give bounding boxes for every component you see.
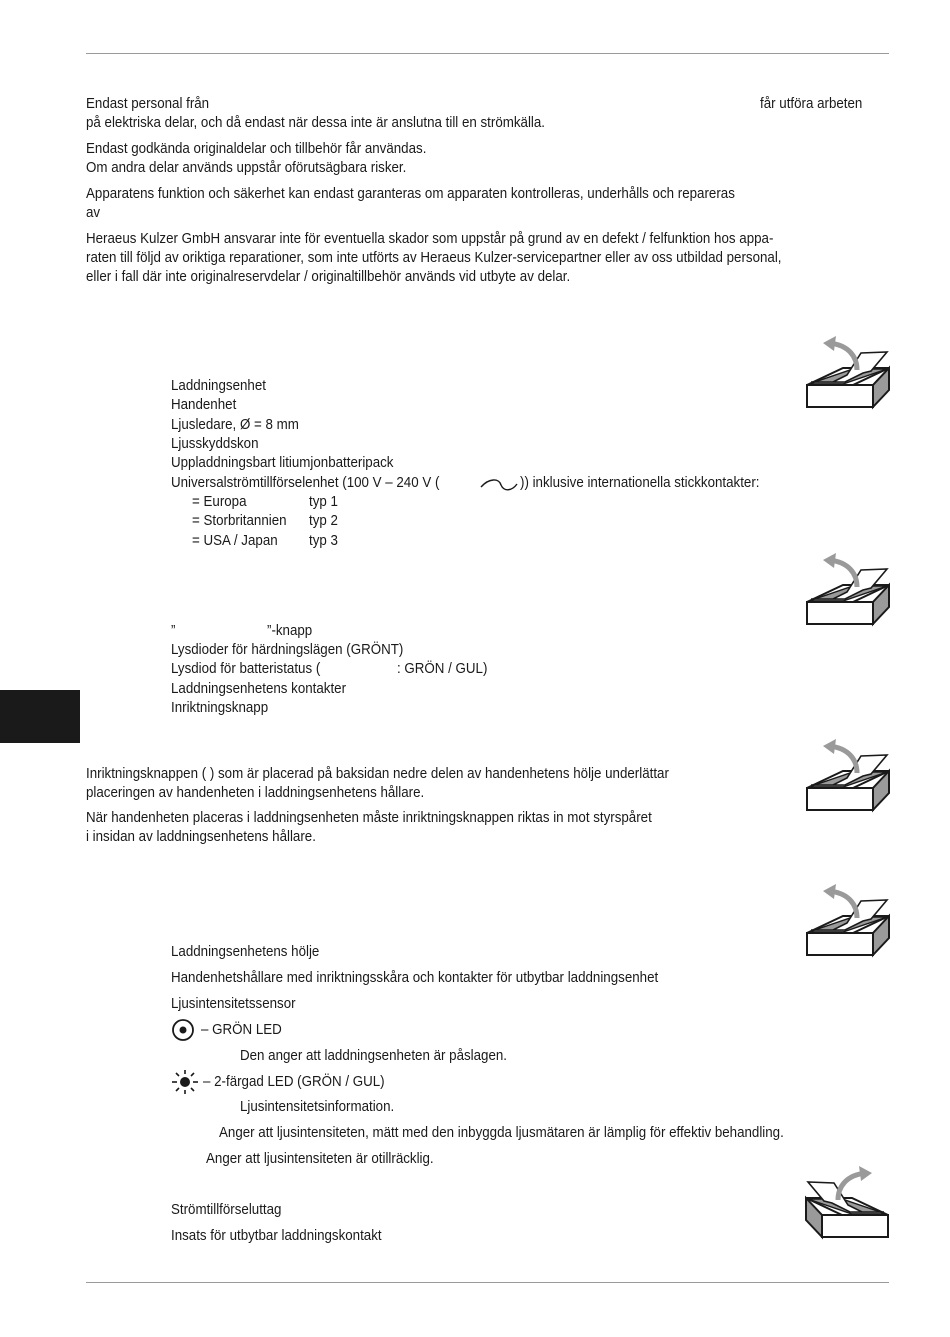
delivery-item: Laddningsenhet <box>171 378 266 394</box>
safety-line-1a: Endast personal från <box>86 96 210 112</box>
plug-name: = Storbritannien <box>192 513 287 529</box>
battery-led-a: Lysdiod för batteristatus ( <box>171 661 321 677</box>
safety-line-3: Endast godkända originaldelar och tillbehör får användas. <box>86 141 427 157</box>
button-label-b: ”-knapp <box>267 623 313 639</box>
curing-leds: Lysdioder för härdningslägen (GRÖNT) <box>171 642 404 658</box>
intensity-low-desc: Anger att ljusintensiteten är otillräcklig. <box>206 1151 434 1167</box>
page-turn-icon <box>800 1165 892 1241</box>
light-sensor: Ljusintensitetssensor <box>171 996 296 1012</box>
safety-line-8: raten till följd av oriktiga reparationer, som inte utförts av Heraeus Kulzer-servicepartner eller av oss utbildad personal, <box>86 250 782 266</box>
power-socket: Strömtillförseluttag <box>171 1202 282 1218</box>
charger-holder: Handenhetshållare med inriktningsskåra och kontakter för utbytbar laddningsenhet <box>171 970 659 986</box>
page-turn-icon <box>803 335 895 411</box>
contact-insert: Insats för utbytbar laddningskontakt <box>171 1228 382 1244</box>
safety-line-1b: får utföra arbeten <box>760 96 863 112</box>
sun-icon <box>170 1069 200 1095</box>
alignment-line-3: När handenheten placeras i laddningsenheten måste inriktningsknappen riktas in mot styrspåret <box>86 810 652 826</box>
safety-line-2: på elektriska delar, och då endast när dessa inte är anslutna till en strömkälla. <box>86 115 546 131</box>
plug-type: typ 1 <box>309 494 338 510</box>
chapter-tab <box>0 690 80 743</box>
page-turn-icon <box>803 552 895 628</box>
plug-name: = Europa <box>192 494 247 510</box>
plug-type: typ 3 <box>309 533 338 549</box>
battery-led-b: : GRÖN / GUL) <box>397 661 488 677</box>
delivery-item: Ljusledare, Ø = 8 mm <box>171 417 299 433</box>
page-turn-icon <box>803 883 895 959</box>
bicolor-led-desc: Ljusintensitetsinformation. <box>240 1099 395 1115</box>
green-led-label: – GRÖN LED <box>201 1022 282 1038</box>
page-turn-icon <box>803 738 895 814</box>
charger-housing: Laddningsenhetens hölje <box>171 944 320 960</box>
alignment-line-2: placeringen av handenheten i laddningsenhetens hållare. <box>86 785 425 801</box>
alignment-line-1: Inriktningsknappen ( ) som är placerad på baksidan nedre delen av handenhetens hölje underlättar <box>86 766 669 782</box>
safety-line-9: eller i fall där inte originalreservdelar / originaltillbehör används vid utbyte av delar. <box>86 269 571 285</box>
charger-contacts: Laddningsenhetens kontakter <box>171 681 347 697</box>
safety-line-6: av <box>86 205 101 221</box>
button-label-a: ” <box>171 623 176 639</box>
ac-wave-icon <box>479 479 519 491</box>
plug-type: typ 2 <box>309 513 338 529</box>
alignment-line-4: i insidan av laddningsenhetens hållare. <box>86 829 316 845</box>
power-supply-text-a: Universalströmtillförselenhet (100 V – 240 V ( <box>171 475 440 491</box>
intensity-ok-desc: Anger att ljusintensiteten, mätt med den inbyggda ljusmätaren är lämplig för effektiv behandling. <box>219 1125 784 1141</box>
delivery-item: Ljusskyddskon <box>171 436 259 452</box>
bicolor-led-label: – 2-färgad LED (GRÖN / GUL) <box>203 1074 385 1090</box>
alignment-button: Inriktningsknapp <box>171 700 269 716</box>
safety-line-7: Heraeus Kulzer GmbH ansvarar inte för eventuella skador som uppstår på grund av en defekt / felfunktion hos appa- <box>86 231 774 247</box>
bottom-rule <box>86 1282 889 1283</box>
power-supply-text-b: )) inklusive internationella stickkontakter: <box>520 475 760 491</box>
safety-line-4: Om andra delar används uppstår oförutsägbara risker. <box>86 160 407 176</box>
delivery-item: Handenhet <box>171 397 237 413</box>
delivery-item: Uppladdningsbart litiumjonbatteripack <box>171 455 394 471</box>
green-led-icon <box>170 1019 196 1041</box>
top-rule <box>86 53 889 54</box>
safety-line-5: Apparatens funktion och säkerhet kan endast garanteras om apparaten kontrolleras, underhålls och repareras <box>86 186 735 202</box>
plug-name: = USA / Japan <box>192 533 278 549</box>
green-led-desc: Den anger att laddningsenheten är påslagen. <box>240 1048 508 1064</box>
